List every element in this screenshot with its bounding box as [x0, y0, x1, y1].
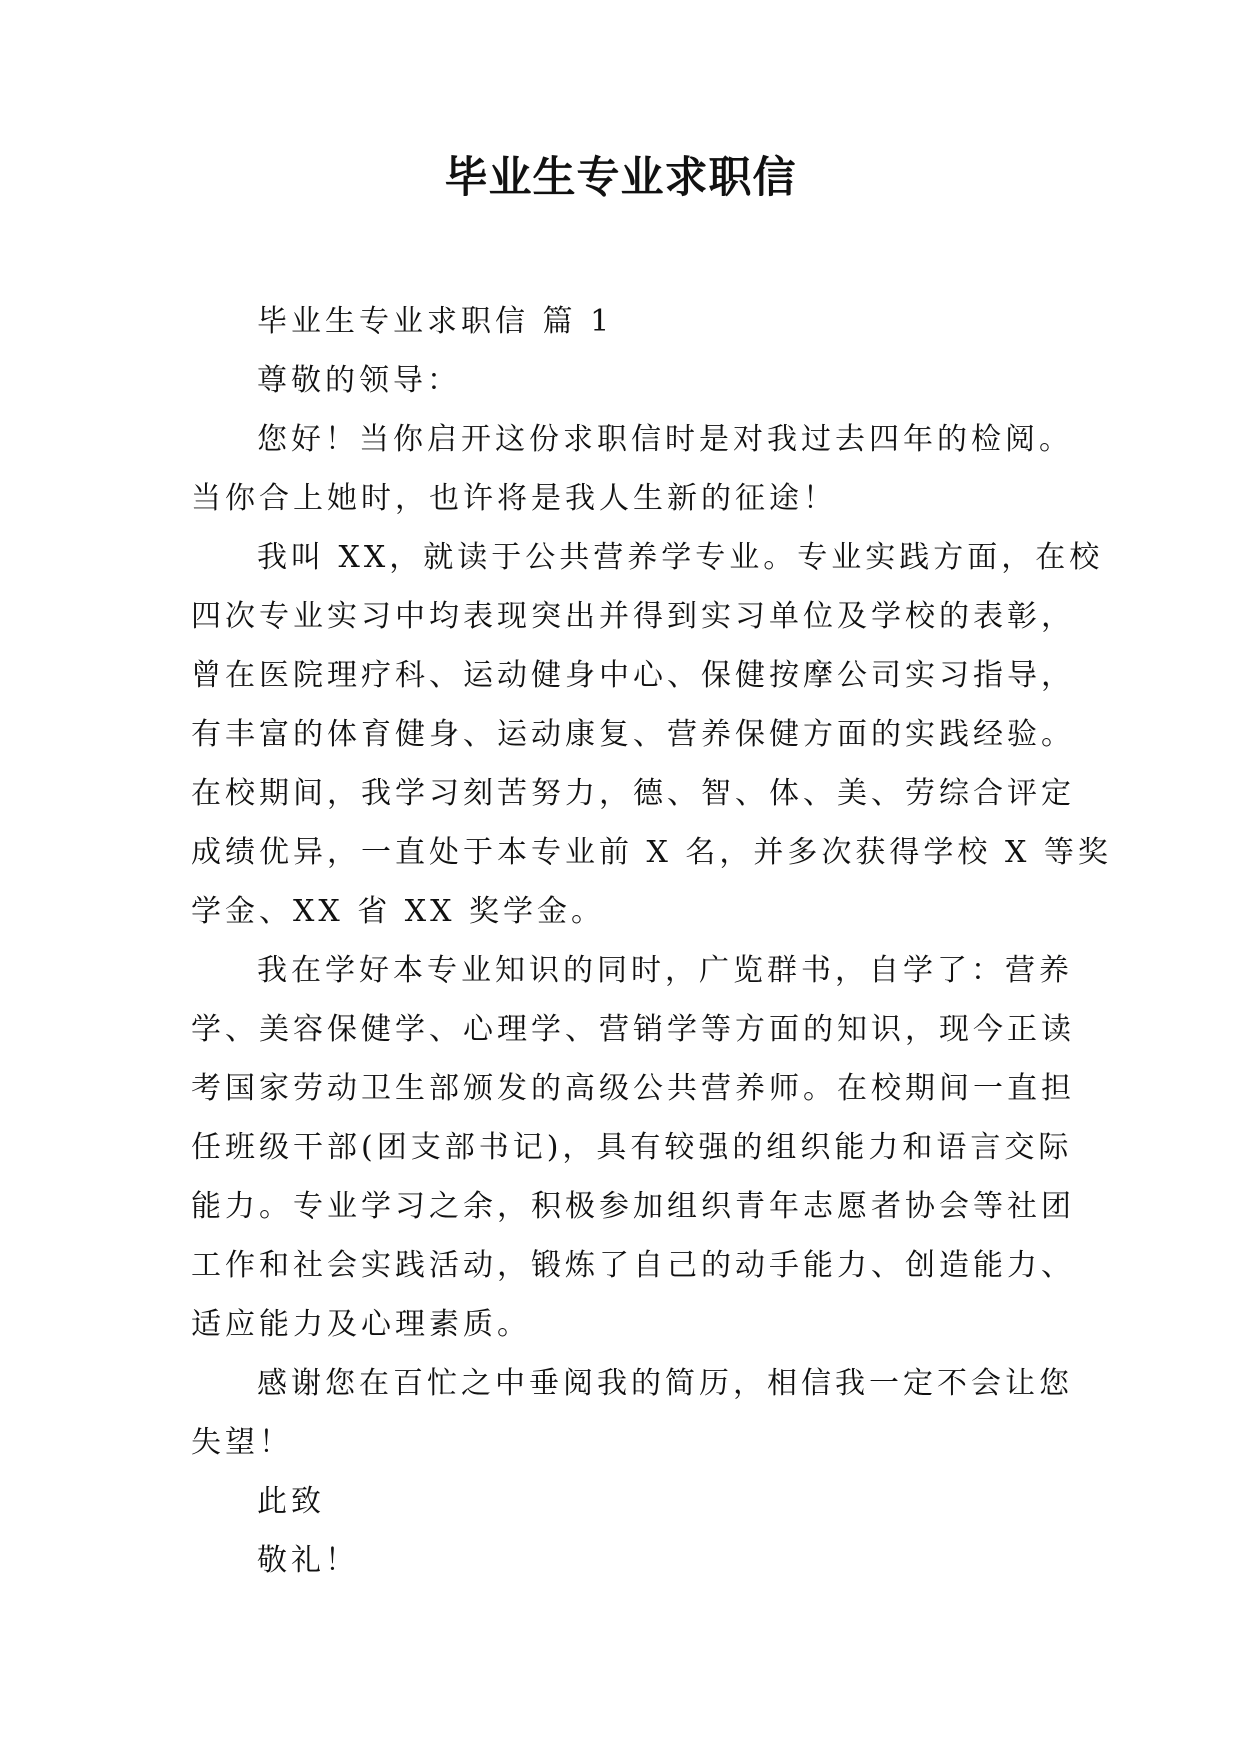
paragraph-line: 感谢您在百忙之中垂阅我的简历，相信我一定不会让您 — [257, 1366, 1073, 1401]
paragraph-line: 适应能力及心理素质。 — [191, 1307, 531, 1342]
letter-heading: 毕业生专业求职信 篇 1 — [257, 304, 614, 339]
closing-line: 此致 — [257, 1484, 325, 1519]
paragraph-line: 当你合上她时，也许将是我人生新的征途！ — [191, 481, 837, 516]
paragraph-line: 曾在医院理疗科、运动健身中心、保健按摩公司实习指导， — [191, 658, 1075, 693]
paragraph-line: 有丰富的体育健身、运动康复、营养保健方面的实践经验。 — [191, 717, 1075, 752]
paragraph-line: 我叫 XX，就读于公共营养学专业。专业实践方面，在校 — [257, 540, 1104, 575]
paragraph-line: 能力。专业学习之余，积极参加组织青年志愿者协会等社团 — [191, 1189, 1075, 1224]
closing-line: 敬礼！ — [257, 1543, 359, 1578]
letter-body — [191, 292, 1112, 1590]
paragraph-line: 任班级干部(团支部书记)，具有较强的组织能力和语言交际 — [191, 1130, 1073, 1165]
paragraph-line: 工作和社会实践活动，锻炼了自己的动手能力、创造能力、 — [191, 1248, 1075, 1283]
paragraph-line: 考国家劳动卫生部颁发的高级公共营养师。在校期间一直担 — [191, 1071, 1075, 1106]
paragraph-line: 失望！ — [191, 1425, 293, 1460]
salutation: 尊敬的领导： — [257, 363, 461, 398]
paragraph-line: 我在学好本专业知识的同时，广览群书，自学了：营养 — [257, 953, 1073, 988]
paragraph-line: 学、美容保健学、心理学、营销学等方面的知识，现今正读 — [191, 1012, 1075, 1047]
paragraph-line: 您好！当你启开这份求职信时是对我过去四年的检阅。 — [257, 422, 1073, 457]
page-title: 毕业生专业求职信 — [444, 153, 797, 203]
paragraph-line: 四次专业实习中均表现突出并得到实习单位及学校的表彰， — [191, 599, 1075, 634]
paragraph-line: 学金、XX 省 XX 奖学金。 — [191, 894, 606, 929]
paragraph-line: 在校期间，我学习刻苦努力，德、智、体、美、劳综合评定 — [191, 776, 1075, 811]
paragraph-line: 成绩优异，一直处于本专业前 X 名，并多次获得学校 X 等奖 — [191, 835, 1112, 870]
